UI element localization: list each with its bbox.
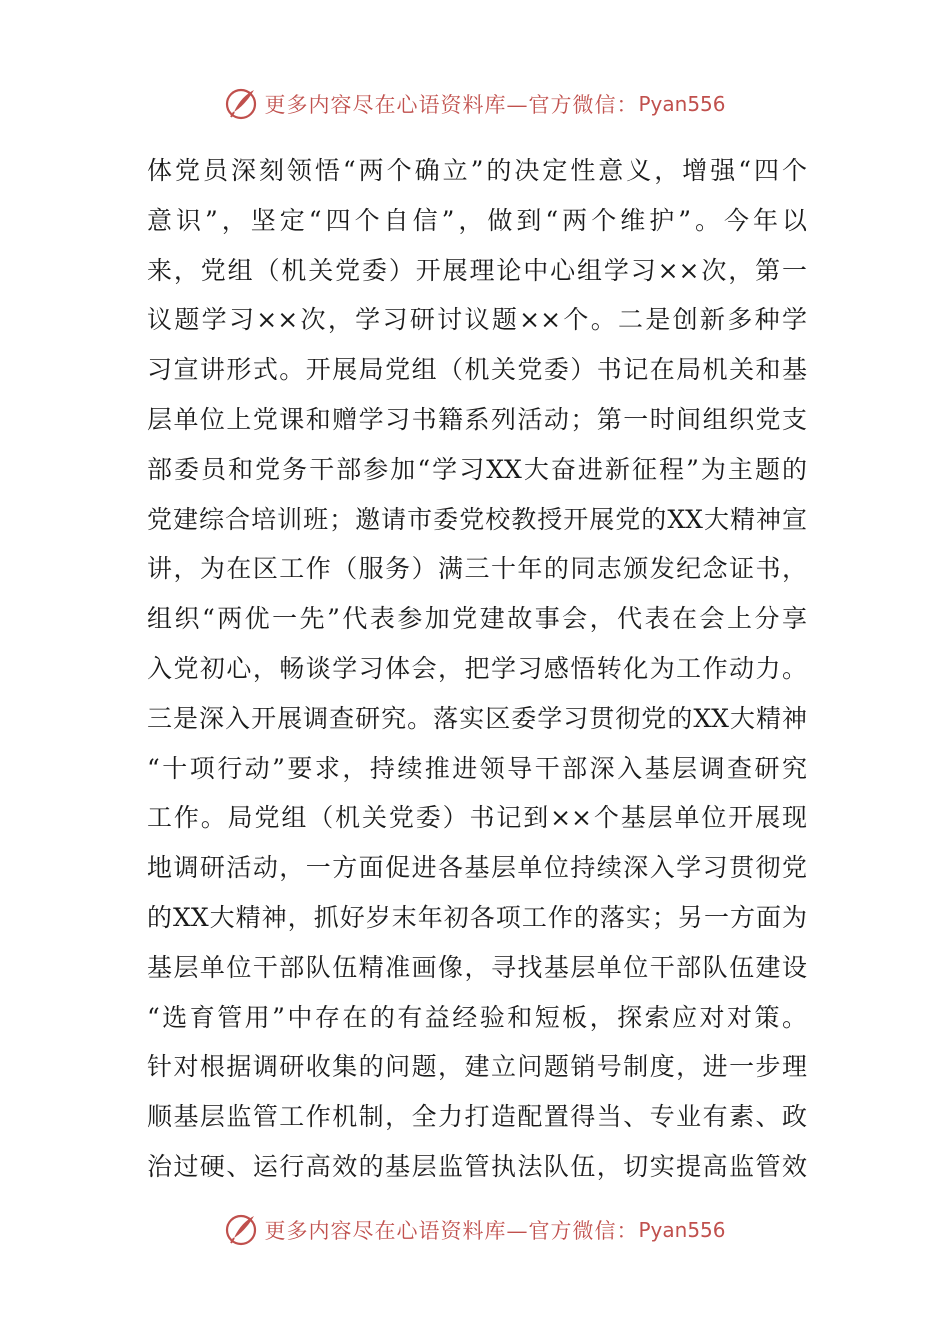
- body-line: 意识”，坚定“四个自信”，做到“两个维护”。今年以: [147, 205, 807, 235]
- body-line: 层单位上党课和赠学习书籍系列活动；第一时间组织党支: [147, 404, 807, 434]
- body-line: 部委员和党务干部参加“学习XX大奋进新征程”为主题的: [147, 454, 807, 484]
- body-line: 组织“两优一先”代表参加党建故事会，代表在会上分享: [147, 604, 807, 634]
- body-line: 习宣讲形式。开展局党组（机关党委）书记在局机关和基: [147, 355, 807, 385]
- banner-text: 更多内容尽在心语资料库—官方微信：: [264, 93, 639, 117]
- body-line: 来，党组（机关党委）开展理论中心组学习××次，第一: [147, 255, 807, 285]
- banner-wechat-id: Pyan556: [638, 92, 726, 116]
- body-line: 党建综合培训班；邀请市委党校教授开展党的XX大精神宣: [147, 504, 807, 534]
- body-line: 议题学习××次，学习研讨议题××个。二是创新多种学: [147, 305, 807, 335]
- body-line: 入党初心，畅谈学习体会，把学习感悟转化为工作动力。: [147, 653, 807, 683]
- body-line: 体党员深刻领悟“两个确立”的决定性意义，增强“四个: [147, 156, 807, 185]
- banner-wechat-id: Pyan556: [638, 1218, 726, 1242]
- footer-banner: [0, 1210, 950, 1250]
- body-line: 针对根据调研收集的问题，建立问题销号制度，进一步理: [147, 1052, 807, 1082]
- body-line: 三是深入开展调查研究。落实区委学习贯彻党的XX大精神: [147, 703, 807, 733]
- body-line: 基层单位干部队伍精准画像，寻找基层单位干部队伍建设: [147, 952, 807, 982]
- body-line: 工作。局党组（机关党委）书记到××个基层单位开展现: [147, 803, 807, 833]
- body-line: 地调研活动，一方面促进各基层单位持续深入学习贯彻党: [147, 853, 807, 883]
- banner-text: 更多内容尽在心语资料库—官方微信：: [264, 1219, 639, 1243]
- document-body: [147, 151, 807, 1197]
- header-banner: [0, 84, 950, 124]
- body-line: “选育管用”中存在的有益经验和短板，探索应对对策。: [147, 1002, 807, 1032]
- quill-pen-logo-icon: [224, 86, 260, 122]
- body-line: 顺基层监管工作机制，全力打造配置得当、专业有素、政: [147, 1102, 807, 1132]
- quill-pen-logo-icon: [224, 1212, 260, 1248]
- body-line: 讲，为在区工作（服务）满三十年的同志颁发纪念证书，: [147, 554, 807, 584]
- body-line: “十项行动”要求，持续推进领导干部深入基层调查研究: [147, 753, 807, 783]
- body-line: 的XX大精神，抓好岁末年初各项工作的落实；另一方面为: [147, 902, 807, 932]
- body-line: 治过硬、运行高效的基层监管执法队伍，切实提高监管效: [147, 1151, 807, 1181]
